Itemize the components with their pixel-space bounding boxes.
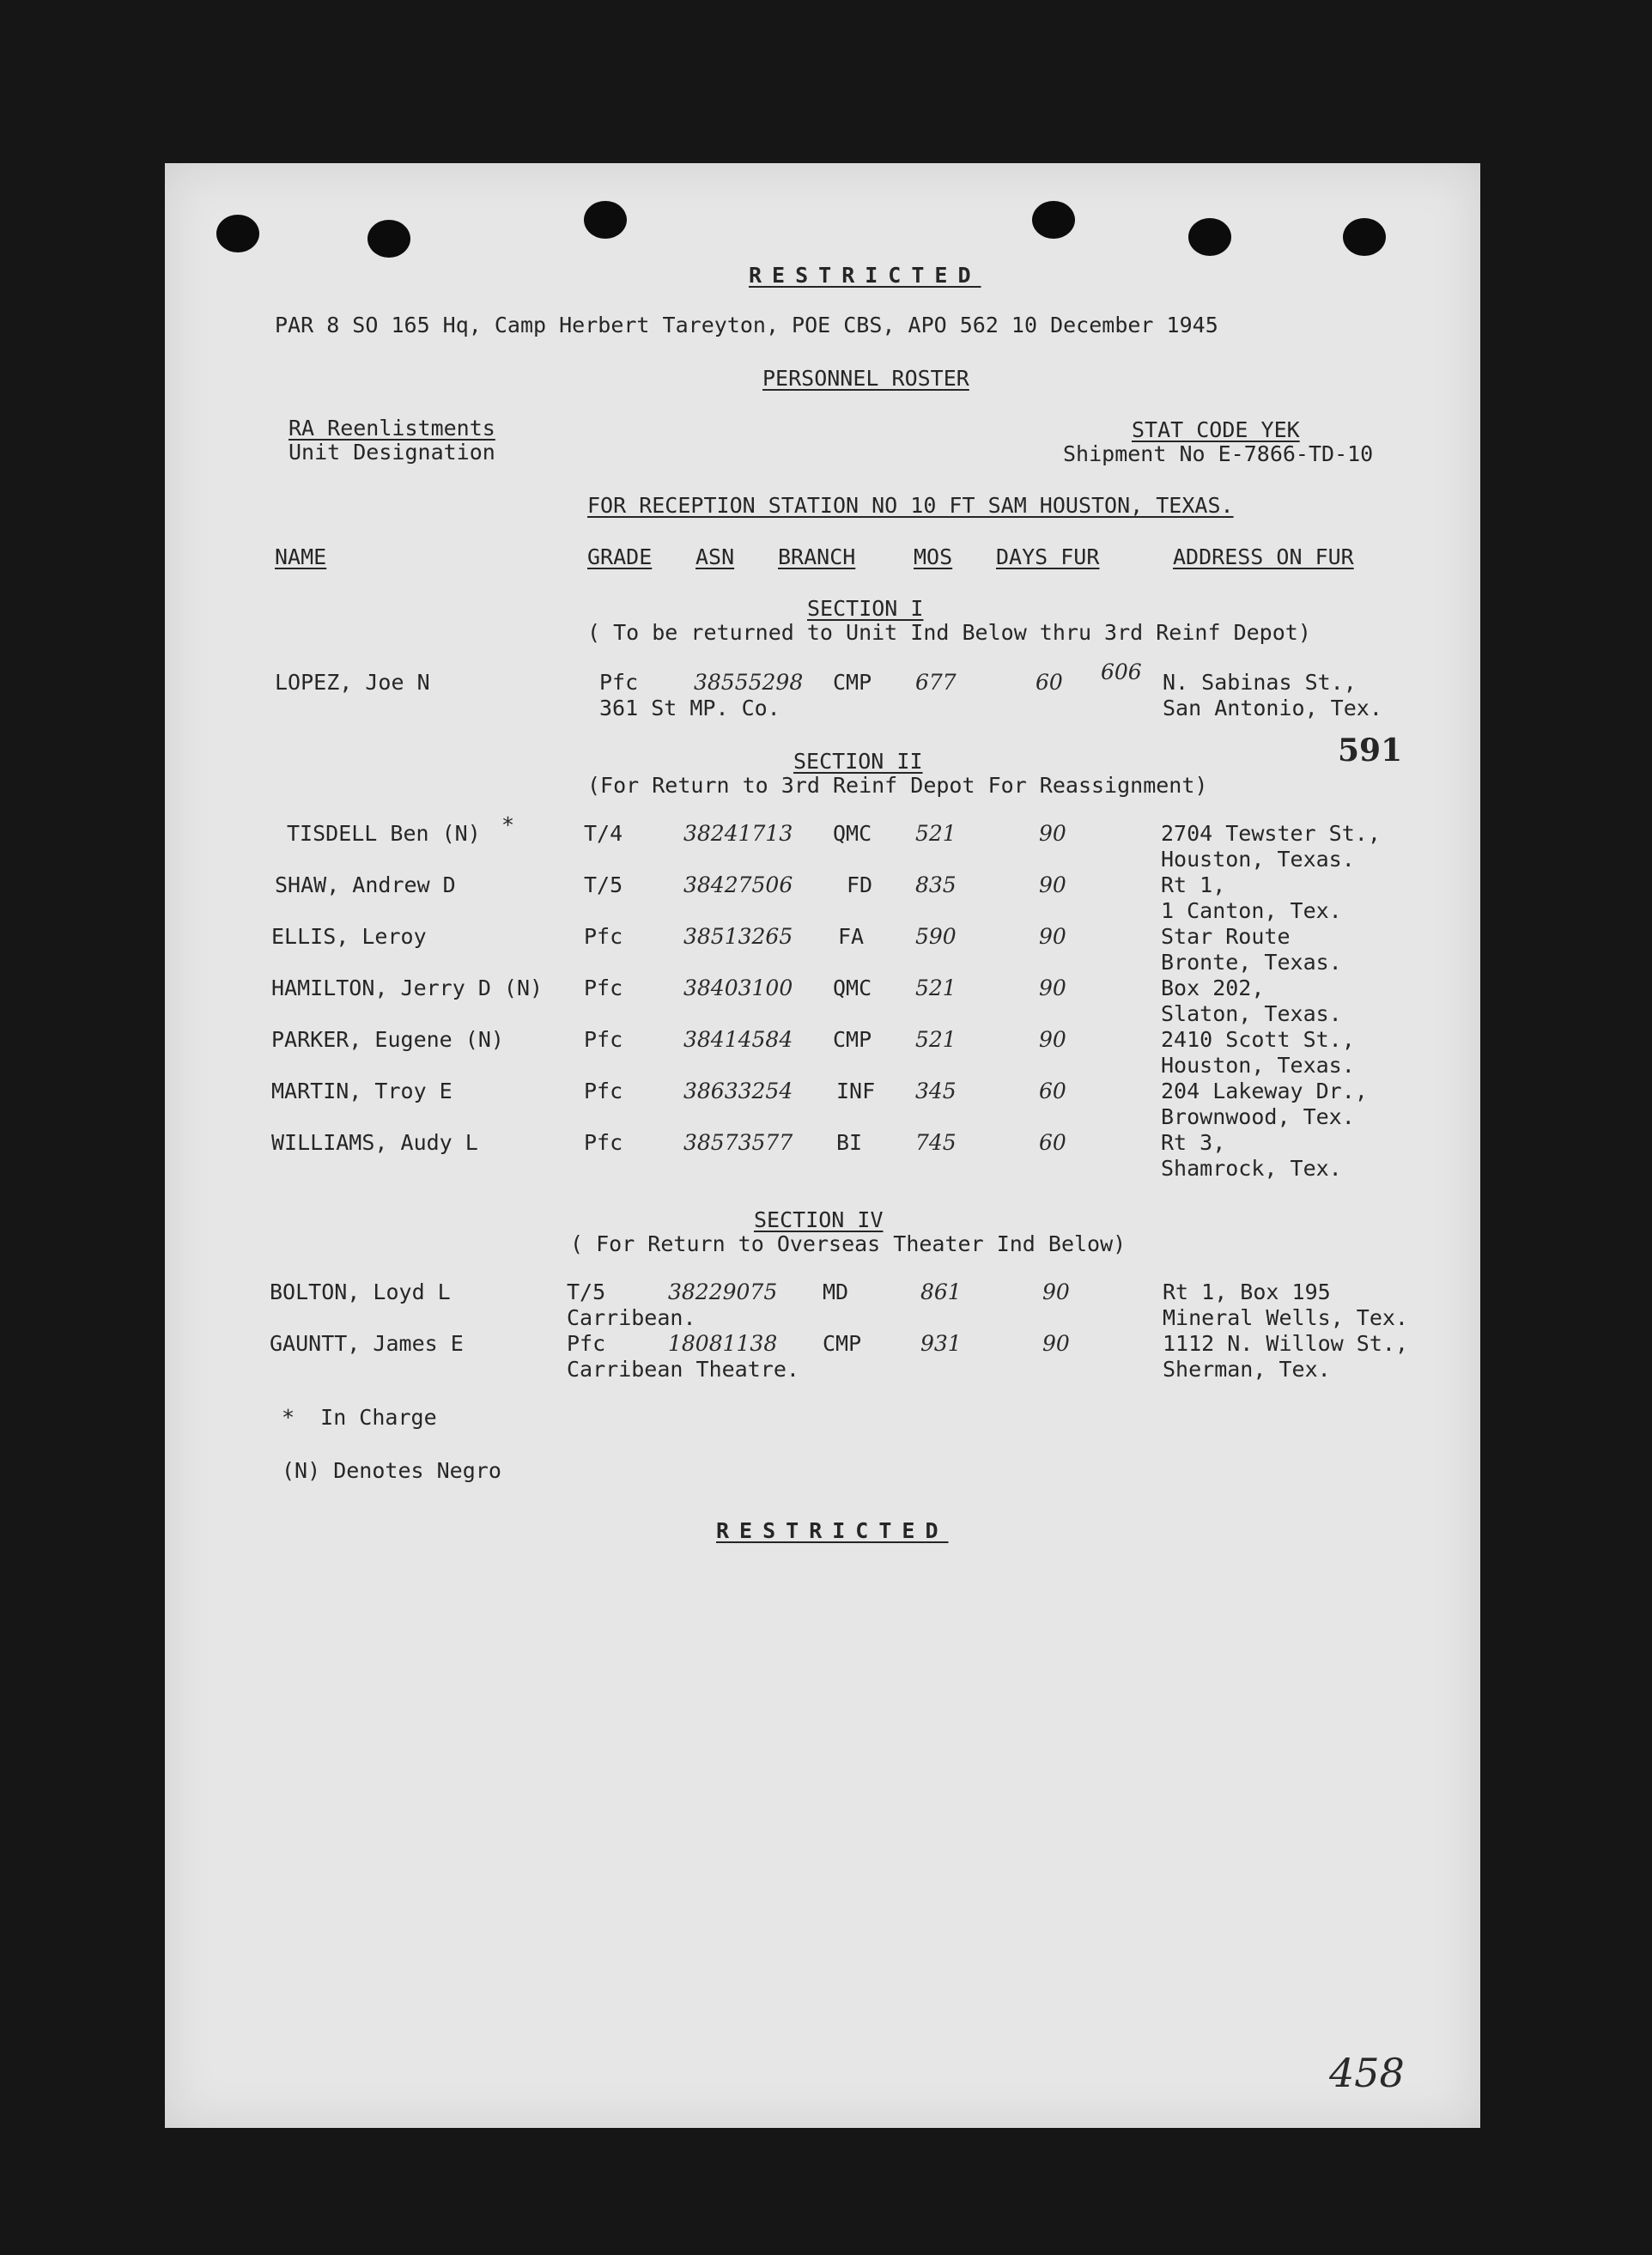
row-address-1: N. Sabinas St., (1163, 670, 1357, 695)
row-days: 60 (1039, 1130, 1066, 1155)
row-grade: Pfc (584, 1079, 623, 1103)
row-unit: Carribean Theatre. (567, 1357, 799, 1382)
row-address-1: 1112 N. Willow St., (1163, 1331, 1408, 1356)
row-name: WILLIAMS, Audy L (271, 1130, 478, 1155)
row-asn: 38555298 (694, 670, 804, 695)
document-page (165, 163, 1480, 2128)
row-name: LOPEZ, Joe N (275, 670, 430, 695)
in-charge-mark: * (501, 812, 515, 837)
row-asn: 38573577 (683, 1130, 793, 1155)
punch-hole (367, 220, 410, 258)
row-mos: 835 (915, 872, 957, 897)
row-address-2: Houston, Texas. (1161, 847, 1355, 872)
row-asn: 38427506 (683, 872, 793, 897)
orders-line: PAR 8 SO 165 Hq, Camp Herbert Tareyton, POE CBS, APO 562 10 December 1945 (275, 313, 1218, 337)
row-mos: 861 (920, 1279, 962, 1304)
row-asn: 38241713 (683, 821, 793, 846)
row-grade: T/4 (584, 821, 623, 846)
row-address-1: Rt 1, Box 195 (1163, 1279, 1331, 1304)
row-branch: MD (823, 1279, 849, 1304)
row-grade: T/5 (584, 872, 623, 897)
row-branch: CMP (833, 670, 872, 695)
col-asn: ASN (695, 544, 735, 569)
table-row (165, 924, 1480, 976)
margin-number: 591 (1338, 732, 1403, 769)
note-negro: (N) Denotes Negro (282, 1458, 501, 1483)
destination-line: FOR RECEPTION STATION NO 10 FT SAM HOUSTON, TEXAS. (587, 493, 1234, 518)
row-name: GAUNTT, James E (270, 1331, 464, 1356)
row-name: SHAW, Andrew D (275, 872, 456, 897)
row-name: BOLTON, Loyd L (270, 1279, 451, 1304)
table-row (165, 812, 1480, 872)
col-grade: GRADE (587, 544, 653, 569)
row-branch: FA (838, 924, 865, 949)
stat-code: STAT CODE YEK (1132, 417, 1300, 442)
row-address-2: Bronte, Texas. (1161, 950, 1342, 975)
col-days-fur: DAYS FUR (996, 544, 1100, 569)
row-branch: QMC (833, 976, 872, 1000)
col-address: ADDRESS ON FUR (1173, 544, 1354, 569)
punch-hole (1032, 201, 1075, 239)
col-branch: BRANCH (778, 544, 856, 569)
table-row (165, 1079, 1480, 1130)
row-days: 90 (1042, 1331, 1070, 1356)
page-number: 458 (1329, 2050, 1405, 2096)
row-address-1: Rt 3, (1161, 1130, 1226, 1155)
punch-hole (1188, 218, 1231, 256)
row-branch: INF (836, 1079, 876, 1103)
row-mos: 521 (915, 976, 957, 1000)
row-name: MARTIN, Troy E (271, 1079, 452, 1103)
row-asn: 38633254 (683, 1079, 793, 1103)
row-grade: Pfc (584, 1027, 623, 1052)
row-days: 90 (1042, 1279, 1070, 1304)
punch-hole (584, 201, 627, 239)
col-mos: MOS (914, 544, 953, 569)
row-address-1: Star Route (1161, 924, 1291, 949)
row-mos: 521 (915, 821, 957, 846)
roster-title: PERSONNEL ROSTER (762, 366, 969, 391)
section-4-title: SECTION IV (754, 1207, 884, 1232)
classification-header: RESTRICTED (749, 263, 981, 288)
table-row (165, 872, 1480, 924)
row-branch: CMP (823, 1331, 862, 1356)
section-2-subtitle: (For Return to 3rd Reinf Depot For Reassignment) (587, 773, 1208, 798)
section-4-subtitle: ( For Return to Overseas Theater Ind Below) (570, 1231, 1127, 1256)
row-address-2: 1 Canton, Tex. (1161, 898, 1342, 923)
table-row (165, 1279, 1480, 1331)
row-unit: Carribean. (567, 1305, 696, 1330)
note-in-charge: * In Charge (282, 1405, 437, 1430)
row-days: 90 (1039, 976, 1066, 1000)
row-address-1: Rt 1, (1161, 872, 1226, 897)
punch-hole (1343, 218, 1386, 256)
table-row (165, 976, 1480, 1027)
row-mos: 345 (915, 1079, 957, 1103)
row-days: 90 (1039, 924, 1066, 949)
row-grade: T/5 (567, 1279, 606, 1304)
col-name: NAME (275, 544, 327, 569)
row-branch: FD (847, 872, 873, 897)
row-address-2: Sherman, Tex. (1163, 1357, 1331, 1382)
shipment-number: Shipment No E-7866-TD-10 (1063, 441, 1374, 466)
section-2-title: SECTION II (793, 749, 923, 774)
row-grade: Pfc (599, 670, 639, 695)
row-mos: 590 (915, 924, 957, 949)
unit-line-2: Unit Designation (288, 440, 495, 465)
row-grade: Pfc (567, 1331, 606, 1356)
row-mos: 745 (915, 1130, 957, 1155)
row-address-2: San Antonio, Tex. (1163, 696, 1382, 720)
row-asn: 18081138 (668, 1331, 778, 1356)
section-1-subtitle: ( To be returned to Unit Ind Below thru 3rd Reinf Depot) (587, 620, 1311, 645)
row-unit: 361 St MP. Co. (599, 696, 780, 720)
row-mos: 931 (920, 1331, 962, 1356)
table-row (165, 1331, 1480, 1383)
row-days: 60 (1039, 1079, 1066, 1103)
row-name: TISDELL Ben (N) (287, 821, 481, 846)
row-address-1: 2410 Scott St., (1161, 1027, 1355, 1052)
row-days: 90 (1039, 821, 1066, 846)
row-address-2: Slaton, Texas. (1161, 1001, 1342, 1026)
row-branch: CMP (833, 1027, 872, 1052)
row-asn: 38513265 (683, 924, 793, 949)
row-asn: 38414584 (683, 1027, 793, 1052)
row-address-1: 204 Lakeway Dr., (1161, 1079, 1368, 1103)
row-branch: QMC (833, 821, 872, 846)
row-mos: 521 (915, 1027, 957, 1052)
table-row (165, 1027, 1480, 1079)
table-row (165, 1130, 1480, 1182)
row-days: 60 (1036, 670, 1063, 695)
unit-line-1: RA Reenlistments (288, 416, 495, 441)
row-address-1: Box 202, (1161, 976, 1265, 1000)
row-address-number: 606 (1101, 659, 1142, 684)
row-asn: 38229075 (668, 1279, 778, 1304)
row-name: ELLIS, Leroy (271, 924, 427, 949)
row-address-2: Brownwood, Tex. (1161, 1104, 1355, 1129)
section-1-title: SECTION I (807, 596, 924, 621)
classification-footer: RESTRICTED (716, 1518, 949, 1543)
row-grade: Pfc (584, 976, 623, 1000)
row-asn: 38403100 (683, 976, 793, 1000)
row-address-2: Houston, Texas. (1161, 1053, 1355, 1078)
row-name: HAMILTON, Jerry D (N) (271, 976, 544, 1000)
row-address-1: 2704 Tewster St., (1161, 821, 1381, 846)
row-address-2: Mineral Wells, Tex. (1163, 1305, 1408, 1330)
row-grade: Pfc (584, 924, 623, 949)
punch-hole (216, 215, 259, 252)
row-address-2: Shamrock, Tex. (1161, 1156, 1342, 1181)
row-name: PARKER, Eugene (N) (271, 1027, 504, 1052)
row-mos: 677 (915, 670, 957, 695)
row-grade: Pfc (584, 1130, 623, 1155)
row-days: 90 (1039, 1027, 1066, 1052)
table-row (165, 659, 1480, 721)
row-branch: BI (836, 1130, 863, 1155)
row-days: 90 (1039, 872, 1066, 897)
